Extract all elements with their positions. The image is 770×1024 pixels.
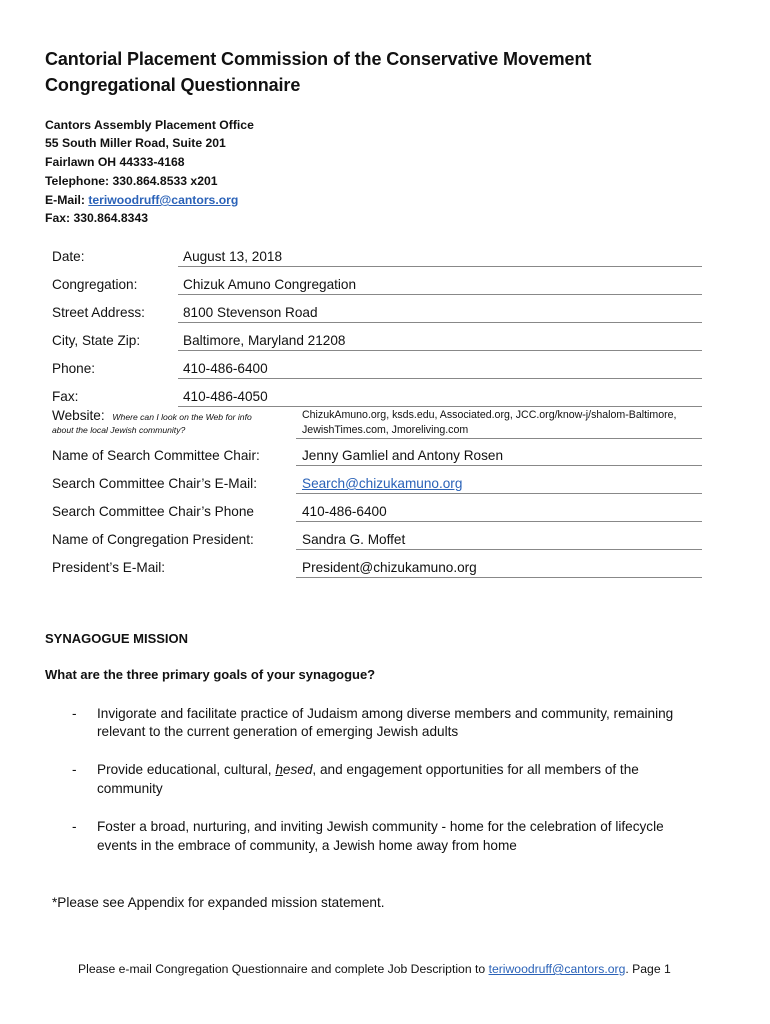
street-label: Street Address: (52, 305, 145, 320)
website-underline (296, 438, 702, 439)
page-footer (78, 962, 671, 976)
goal3-bullet: - (72, 819, 77, 834)
street-value: 8100 Stevenson Road (183, 305, 318, 320)
office-email-label: E-Mail: (45, 193, 85, 207)
goal2-bullet: - (72, 762, 77, 777)
chair-email-link[interactable]: Search@chizukamuno.org (302, 476, 463, 491)
chair-phone-label: Search Committee Chair’s Phone (52, 504, 254, 519)
fax-value: 410-486-4050 (183, 389, 268, 404)
website-label-line (52, 408, 252, 423)
goal1-line1: Invigorate and facilitate practice of Judaism among diverse members and community, remaining (97, 706, 674, 721)
chair-name-value: Jenny Gamliel and Antony Rosen (302, 448, 504, 463)
footer-page-number: . Page 1 (625, 962, 671, 976)
goal2-line2: community (97, 781, 163, 796)
document-title-line1: Cantorial Placement Commission of the Conservative Movement (45, 49, 592, 69)
phone-value: 410-486-6400 (183, 361, 268, 376)
city-value: Baltimore, Maryland 21208 (183, 333, 346, 348)
chair-email-label: Search Committee Chair’s E-Mail: (52, 476, 257, 491)
president-email-label: President’s E-Mail: (52, 560, 166, 575)
website-value-line2: JewishTimes.com, Jmoreliving.com (302, 424, 469, 436)
goal1-line2: relevant to the current generation of emerging Jewish adults (97, 724, 459, 739)
goal2-text-pre: Provide educational, cultural, (97, 762, 276, 777)
goal2-hesed-h: h (275, 762, 283, 777)
chair-phone-underline (296, 521, 702, 522)
office-name: Cantors Assembly Placement Office (45, 118, 254, 132)
congregation-label: Congregation: (52, 277, 138, 292)
goal3-line1: Foster a broad, nurturing, and inviting Jewish community - home for the celebration of lifecycle (97, 819, 664, 834)
city-underline (178, 350, 702, 351)
congregation-underline (178, 294, 702, 295)
document-title-line2: Congregational Questionnaire (45, 75, 301, 95)
president-value: Sandra G. Moffet (302, 532, 406, 547)
goal1-bullet: - (72, 706, 77, 721)
footer-text: Please e-mail Congregation Questionnaire and complete Job Description to (78, 962, 486, 976)
website-hint: Where can I look on the Web for info (112, 412, 252, 422)
appendix-note: *Please see Appendix for expanded mission statement. (52, 895, 385, 910)
goal3-line2: events in the embrace of community, a Jewish home away from home (97, 838, 517, 853)
website-hint-line2: about the local Jewish community? (52, 425, 186, 435)
president-email-value: President@chizukamuno.org (302, 560, 477, 575)
mission-heading: SYNAGOGUE MISSION (45, 631, 189, 646)
office-fax: Fax: 330.864.8343 (45, 211, 148, 225)
fax-label: Fax: (52, 389, 79, 404)
city-label: City, State Zip: (52, 333, 141, 348)
mission-question: What are the three primary goals of your synagogue? (45, 667, 376, 682)
president-label: Name of Congregation President: (52, 532, 254, 547)
office-email-line (45, 193, 238, 207)
office-telephone: Telephone: 330.864.8533 x201 (45, 174, 218, 188)
chair-phone-value: 410-486-6400 (302, 504, 387, 519)
date-value: August 13, 2018 (183, 249, 283, 264)
street-underline (178, 322, 702, 323)
president-email-underline (296, 577, 702, 578)
date-label: Date: (52, 249, 85, 264)
president-underline (296, 549, 702, 550)
phone-label: Phone: (52, 361, 96, 376)
chair-name-label: Name of Search Committee Chair: (52, 448, 260, 463)
fax-underline (178, 406, 702, 407)
phone-underline (178, 378, 702, 379)
goal2-text-post: , and engagement opportunities for all members of the (312, 762, 639, 777)
congregation-value: Chizuk Amuno Congregation (183, 277, 357, 292)
office-city: Fairlawn OH 44333-4168 (45, 155, 185, 169)
chair-email-underline (296, 493, 702, 494)
office-address: 55 South Miller Road, Suite 201 (45, 136, 226, 150)
chair-name-underline (296, 465, 702, 466)
date-underline (178, 266, 702, 267)
website-value-line1: ChizukAmuno.org, ksds.edu, Associated.org, JCC.org/know-j/shalom-Baltimore, (302, 409, 677, 421)
goal2-line1 (97, 762, 639, 777)
footer-email-link[interactable]: teriwoodruff@cantors.org (488, 962, 626, 976)
office-email-link[interactable]: teriwoodruff@cantors.org (88, 193, 239, 207)
website-label: Website: (52, 408, 105, 423)
goal2-hesed-rest: esed (282, 762, 313, 777)
